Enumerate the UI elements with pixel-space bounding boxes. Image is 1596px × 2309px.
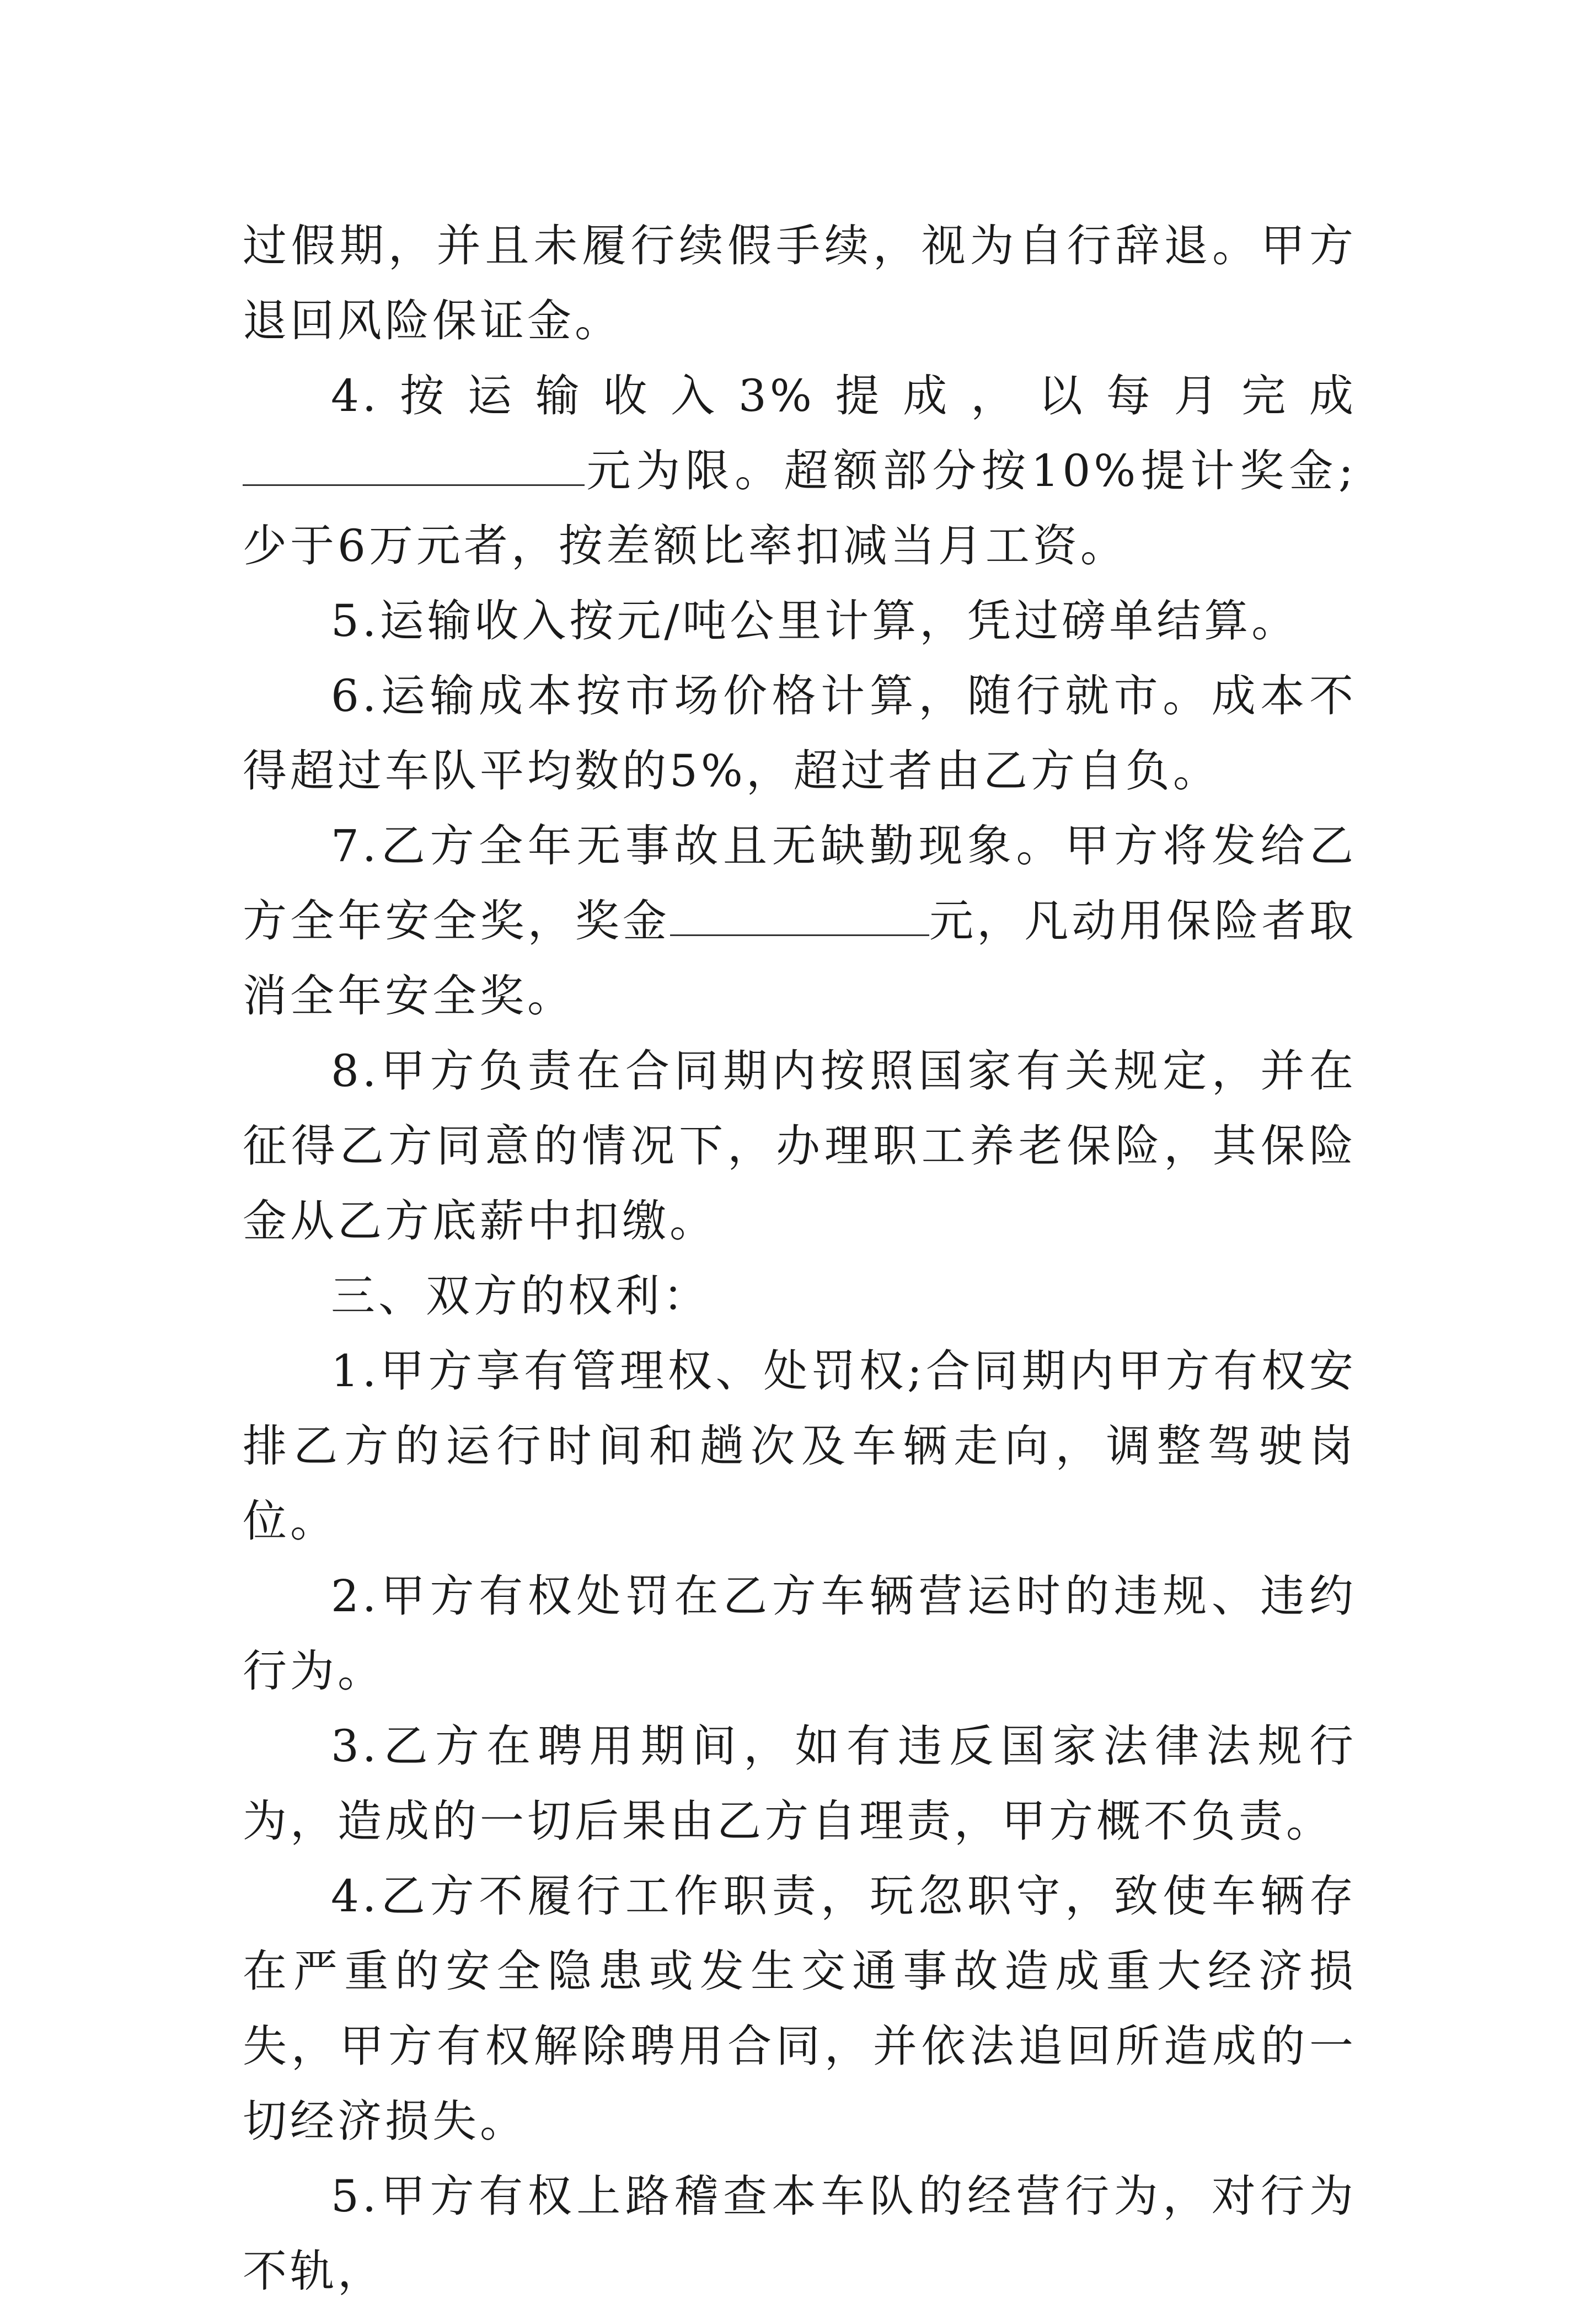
fill-in-blank-award-amount[interactable] [670,895,929,936]
paragraph-text: 3.乙方在聘用期间，如有违反国家法律法规行为，造成的一切后果由乙方自理责，甲方概不负责。 [243,1720,1357,1847]
paragraph-rights-4 [243,1859,1357,2159]
paragraph-item-4-commission [243,359,1357,584]
paragraph-text: 过假期，并且未履行续假手续，视为自行辞退。甲方退回风险保证金。 [243,220,1357,346]
paragraph-text: 1.甲方享有管理权、处罚权;合同期内甲方有权安排乙方的运行时间和趟次及车辆走向，调整驾驶岗位。 [243,1345,1357,1547]
paragraph-text-after-blank: 元为限。超额部分按10%提计奖金;少于6万元者，按差额比率扣减当月工资。 [243,445,1357,571]
paragraph-text: 5.运输收入按元/吨公里计算，凭过磅单结算。 [331,595,1299,646]
paragraph-item-7-safety-award [243,809,1357,1034]
paragraph-continuation [243,209,1357,359]
document-body [243,209,1357,2309]
paragraph-text-before-blank: 7.乙方全年无事故且无缺勤现象。甲方将发给乙方全年安全奖，奖金 [243,820,1357,947]
paragraph-rights-1 [243,1334,1357,1559]
paragraph-text: 4.乙方不履行工作职责，玩忽职守，致使车辆存在严重的安全隐患或发生交通事故造成重大经济损失，甲方有权解除聘用合同，并依法追回所造成的一切经济损失。 [243,1870,1357,2147]
paragraph-rights-5 [243,2159,1357,2309]
section-heading-rights [243,1259,1357,1334]
paragraph-text: 5.甲方有权上路稽查本车队的经营行为，对行为不轨， [243,2171,1357,2297]
fill-in-blank-monthly-target[interactable] [243,445,585,486]
paragraph-text: 6.运输成本按市场价格计算，随行就市。成本不得超过车队平均数的5%，超过者由乙方自负。 [243,670,1357,797]
paragraph-text-after-blank: 元，凡动用保险者取消全年安全奖。 [243,895,1357,1022]
section-heading-text: 三、双方的权利： [331,1270,710,1322]
paragraph-rights-2 [243,1559,1357,1709]
paragraph-text: 8.甲方负责在合同期内按照国家有关规定，并在征得乙方同意的情况下，办理职工养老保险，其保险金从乙方底薪中扣缴。 [243,1045,1357,1247]
paragraph-item-6-cost [243,659,1357,809]
paragraph-item-8-pension [243,1034,1357,1259]
paragraph-text: 2.甲方有权处罚在乙方车辆营运时的违规、违约行为。 [243,1570,1357,1697]
paragraph-text-before-blank: 4.按运输收入3%提成，以每月完成 [331,370,1357,421]
paragraph-rights-3 [243,1709,1357,1859]
paragraph-item-5-income [243,584,1357,659]
